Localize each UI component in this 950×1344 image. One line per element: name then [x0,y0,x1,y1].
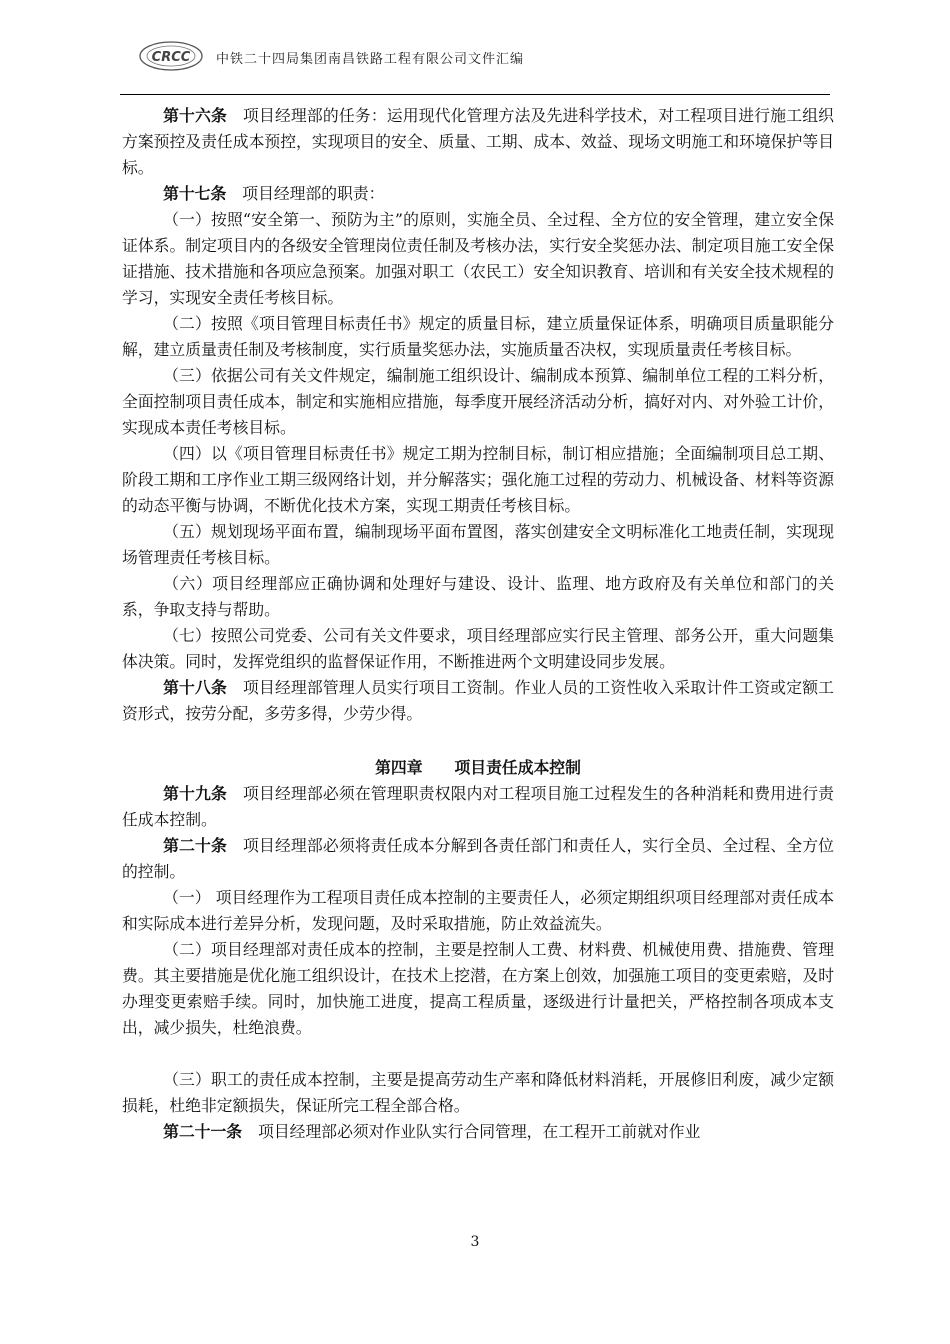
clause-3: （三）依据公司有关文件规定，编制施工组织设计、编制成本预算、编制单位工程的工料分析，全面控制项目责任成本，制定和实施相应措施，每季度开展经济活动分析，搞好对内、对外验工计价，实现成本责任考核目标。 [122,366,834,437]
article-label: 第二十一条 [163,1122,243,1141]
article-21 [122,1119,834,1145]
article-20 [122,833,834,885]
article-text: 项目经理部管理人员实行项目工资制。作业人员的工资性收入采取计件工资或定额工资形式，按劳分配，多劳多得，少劳少得。 [122,678,834,723]
clause-2: （二）按照《项目管理目标责任书》规定的质量目标，建立质量保证体系，明确项目质量职能分解，建立质量责任制及考核制度，实行质量奖惩办法，实施质量否决权，实现质量责任考核目标。 [122,314,834,359]
clause-20-3: （三）职工的责任成本控制，主要是提高劳动生产率和降低材料消耗，开展修旧利废，减少定额损耗，杜绝非定额损失，保证所完工程全部合格。 [122,1070,834,1115]
chapter-number: 第四章 [375,758,423,777]
logo-text: CRCC [151,50,191,65]
article-17 [122,181,834,207]
document-body [122,103,834,1145]
header-title: 中铁二十四局集团南昌铁路工程有限公司文件汇编 [216,52,525,67]
article-19 [122,781,834,833]
clause-20-2: （二）项目经理部对责任成本的控制，主要是控制人工费、材料费、机械使用费、措施费、管理费。其主要措施是优化施工组织设计，在技术上挖潜，在方案上创效，加强施工项目的变更索赔，及时办理变更索赔手续。同时，加快施工进度，提高工程质量，逐级进行计量把关，严格控制各项成本支出，减少损失，杜绝浪费。 [122,940,834,1037]
article-label: 第二十条 [163,836,227,855]
chapter-heading [122,755,834,781]
clause-4: （四）以《项目管理目标责任书》规定工期为控制目标，制订相应措施；全面编制项目总工期、阶段工期和工序作业工期三级网络计划，并分解落实；强化施工过程的劳动力、机械设备、材料等资源的动态平衡与协调，不断优化技术方案，实现工期责任考核目标。 [122,444,834,515]
article-label: 第十八条 [163,678,227,697]
page-number: 3 [470,1234,480,1250]
article-text: 项目经理部必须在管理职责权限内对工程项目施工过程发生的各种消耗和费用进行责任成本控制。 [122,784,834,829]
article-18 [122,675,834,727]
article-label: 第十九条 [163,784,227,803]
crcc-logo-icon [138,40,204,72]
clause-7: （七）按照公司党委、公司有关文件要求，项目经理部应实行民主管理、部务公开，重大问题集体决策。同时，发挥党组织的监督保证作用，不断推进两个文明建设同步发展。 [122,626,834,671]
crcc-logo [138,40,204,72]
article-16 [122,103,834,181]
clause-20-1: （一） 项目经理作为工程项目责任成本控制的主要责任人，必须定期组织项目经理部对责任成本和实际成本进行差异分析，发现问题，及时采取措施，防止效益流失。 [122,888,834,933]
clause-5: （五）规划现场平面布置，编制现场平面布置图，落实创建安全文明标准化工地责任制，实现现场管理责任考核目标。 [122,522,834,567]
clause-1: （一）按照“安全第一、预防为主”的原则，实施全员、全过程、全方位的安全管理，建立安全保证体系。制定项目内的各级安全管理岗位责任制及考核办法，实行安全奖惩办法、制定项目施工安全保证措施、技术措施和各项应急预案。加强对职工（农民工）安全知识教育、培训和有关安全技术规程的学习，实现安全责任考核目标。 [122,210,834,307]
article-text: 项目经理部的任务：运用现代化管理方法及先进科学技术，对工程项目进行施工组织方案预控及责任成本预控，实现项目的安全、质量、工期、成本、效益、现场文明施工和环境保护等目标。 [122,106,834,177]
clause-6: （六）项目经理部应正确协调和处理好与建设、设计、监理、地方政府及有关单位和部门的关系，争取支持与帮助。 [122,574,834,619]
article-text: 项目经理部的职责： [242,184,385,203]
article-label: 第十七条 [163,184,227,203]
page-header [120,36,830,96]
header-divider [120,94,830,95]
article-label: 第十六条 [163,106,227,125]
chapter-title: 项目责任成本控制 [454,758,581,777]
article-text: 项目经理部必须将责任成本分解到各责任部门和责任人，实行全员、全过程、全方位的控制。 [122,836,834,881]
article-text: 项目经理部必须对作业队实行合同管理，在工程开工前就对作业 [258,1122,701,1141]
